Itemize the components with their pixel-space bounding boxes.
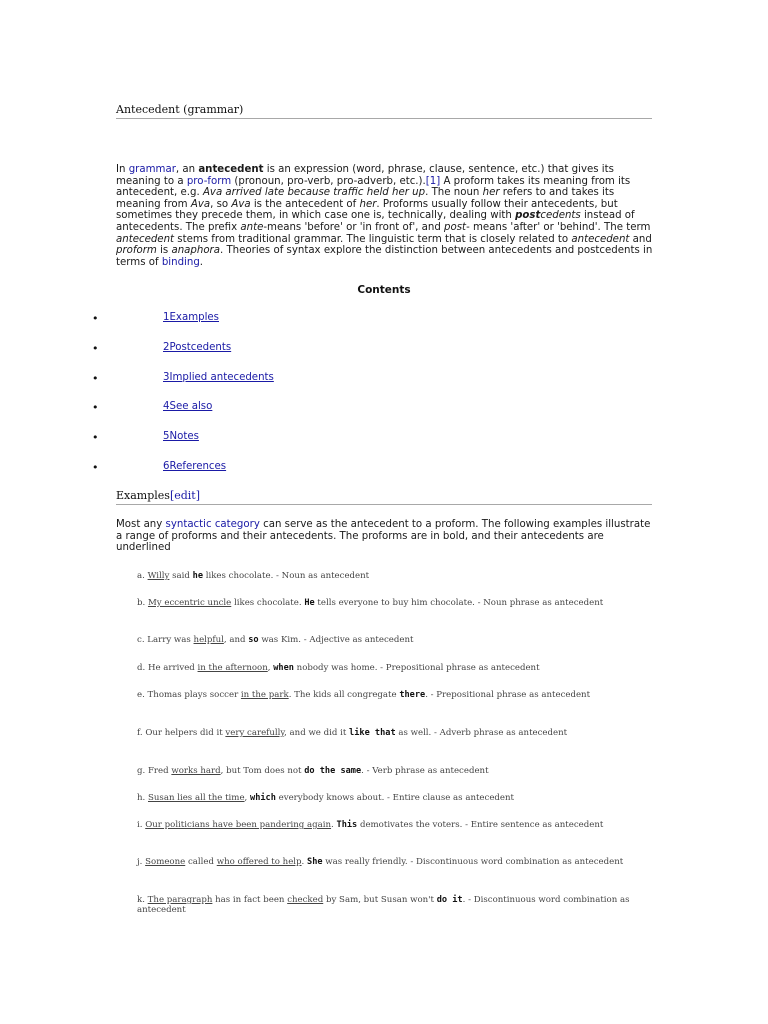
toc-link-postcedents[interactable] <box>163 342 231 353</box>
example-text: , <box>244 793 251 803</box>
antecedent-text: The paragraph <box>147 895 213 905</box>
intro-text: Most any <box>116 519 166 530</box>
toc-number: 1 <box>163 312 170 323</box>
antecedent-text: who offered to help <box>216 857 302 867</box>
intro-text: stems from traditional grammar. The linguistic term that is closely related to <box>174 233 572 245</box>
example-text: as well. - Adverb phrase as antecedent <box>395 728 568 738</box>
example-item <box>137 857 657 867</box>
intro-text: . Proforms usually follow their antecedents, but sometimes they precede them, in which case one is, technically, dealing with <box>116 198 618 222</box>
example-text: e. Thomas plays soccer <box>137 690 241 700</box>
intro-text: refers to and takes its meaning from <box>116 187 615 210</box>
antecedent-term: antecedent <box>198 164 264 175</box>
proform-text: he <box>192 571 203 581</box>
example-text: . - Discontinuous word combination as antecedent <box>137 895 630 916</box>
proform-text: This <box>336 820 358 830</box>
proform-text: there <box>399 690 426 700</box>
example-item <box>137 895 657 916</box>
toc-number: 3 <box>163 372 170 383</box>
example-text: i. <box>137 820 146 830</box>
example-item <box>137 598 657 608</box>
toc-link-implied-antecedents[interactable] <box>163 372 274 383</box>
toc-label: Examples <box>169 312 219 323</box>
example-text: was really friendly. - Discontinuous word combination as antecedent <box>322 857 624 867</box>
italic-word: Ava <box>231 198 251 210</box>
example-text: has in fact been <box>212 895 288 905</box>
example-text: by Sam, but Susan won't <box>323 895 437 905</box>
intro-text: instead of antecedents. The prefix <box>116 210 635 233</box>
italic-word: ante <box>240 221 264 233</box>
toc-link-examples[interactable] <box>163 312 219 323</box>
grammar-link[interactable]: grammar <box>128 164 176 175</box>
proform-text: like that <box>349 728 396 738</box>
toc-item[interactable] <box>0 461 768 475</box>
bullet: • <box>92 312 99 325</box>
example-text: a. <box>137 571 148 581</box>
intro-text: , so <box>210 198 232 210</box>
toc-label: Notes <box>169 431 199 442</box>
intro-text: (pronoun, pro-verb, pro-adverb, etc.). <box>231 175 426 187</box>
intro-text: -means 'before' or 'in front of', and <box>263 221 445 233</box>
example-text: tells everyone to buy him chocolate. - Noun phrase as antecedent <box>314 598 604 608</box>
example-text: . - Prepositional phrase as antecedent <box>425 690 591 700</box>
intro-text: is the antecedent of <box>250 198 360 210</box>
example-item <box>137 690 657 700</box>
example-text: g. Fred <box>137 766 172 776</box>
antecedent-text: checked <box>287 895 324 905</box>
intro-text: is an expression (word, phrase, clause, sentence, etc.) that gives its meaning to a <box>116 164 614 187</box>
intro-text: can serve as the antecedent to a proform. The following examples illustrate a range of proforms and their antecedents. The proforms are in bold, and their antecedents are underlined <box>116 519 651 554</box>
proform-text: do the same <box>304 766 362 776</box>
bullet: • <box>92 461 99 474</box>
example-text: , <box>267 663 274 673</box>
antecedent-text: Willy <box>147 571 170 581</box>
pro-form-link[interactable]: pro-form <box>186 175 232 187</box>
example-text: k. <box>137 895 148 905</box>
intro-text: , an <box>175 164 199 175</box>
bullet: • <box>92 431 99 444</box>
italic-word: Ava <box>190 198 211 210</box>
proform-text: do it <box>436 895 463 905</box>
examples-heading <box>116 489 652 505</box>
italic-word: her <box>482 187 500 199</box>
intro-text: is <box>156 245 172 257</box>
article-title: Antecedent (grammar) <box>116 103 652 119</box>
contents-title: Contents <box>357 284 411 296</box>
example-sentence: Ava arrived late because traffic held her up <box>202 187 426 199</box>
antecedent-text: very carefully <box>225 728 285 738</box>
toc-link-notes[interactable] <box>163 431 199 442</box>
example-item <box>137 728 657 738</box>
example-text: likes chocolate. <box>231 598 305 608</box>
intro-paragraph <box>116 164 656 268</box>
intro-text: A proform takes its meaning from its antecedent, e.g. <box>116 175 631 199</box>
antecedent-text: works hard <box>171 766 221 776</box>
italic-word: post <box>444 221 467 233</box>
example-text: j. <box>137 857 146 867</box>
example-item <box>137 766 657 776</box>
example-text: d. He arrived <box>137 663 198 673</box>
antecedent-text: My eccentric uncle <box>147 598 232 608</box>
bullet: • <box>92 372 99 385</box>
antecedent-text: Susan lies all the time <box>148 793 245 803</box>
intro-text: . <box>199 256 204 268</box>
proform-text: He <box>304 598 315 608</box>
cedents-term: cedents <box>540 210 581 222</box>
example-text: b. <box>137 598 148 608</box>
toc-link-references[interactable] <box>163 461 226 472</box>
bullet: • <box>92 342 99 355</box>
italic-word: her <box>359 198 377 210</box>
proform-text: when <box>273 663 294 673</box>
example-text: f. Our helpers did it <box>137 728 226 738</box>
italic-word: antecedent <box>571 233 630 245</box>
example-text: everybody knows about. - Entire clause as antecedent <box>275 793 514 803</box>
example-text: . <box>331 820 337 830</box>
intro-text: In <box>116 164 129 175</box>
toc-number: 6 <box>163 461 170 472</box>
example-text: called <box>185 857 217 867</box>
toc-label: Postcedents <box>169 342 232 353</box>
proform-text: which <box>250 793 276 803</box>
toc-number: 5 <box>163 431 170 442</box>
edit-link[interactable]: [edit] <box>169 489 201 502</box>
example-text: demotivates the voters. - Entire sentence as antecedent <box>357 820 604 830</box>
example-item <box>137 663 657 673</box>
example-text: said <box>169 571 193 581</box>
reference-1-link[interactable]: [1] <box>425 175 441 187</box>
italic-word: anaphora <box>171 245 220 257</box>
example-text: , but Tom does not <box>220 766 305 776</box>
toc-item[interactable] <box>0 401 768 415</box>
example-item <box>137 571 657 581</box>
section-title: Examples <box>116 489 170 502</box>
binding-link[interactable]: binding <box>161 256 200 268</box>
antecedent-text: Someone <box>145 857 186 867</box>
toc-item[interactable] <box>0 312 768 326</box>
italic-word: proform <box>116 245 157 257</box>
syntactic-category-link[interactable]: syntactic category <box>165 519 260 530</box>
example-text: likes chocolate. - Noun as antecedent <box>203 571 370 581</box>
post-term: post <box>515 210 541 222</box>
example-text: . The kids all congregate <box>288 690 400 700</box>
bullet: • <box>92 401 99 414</box>
example-text: , and we did it <box>284 728 350 738</box>
example-text: , and <box>223 635 249 645</box>
example-item <box>137 793 657 803</box>
proform-text: She <box>307 857 323 867</box>
toc-label: Implied antecedents <box>169 372 274 383</box>
example-text: h. <box>137 793 148 803</box>
intro-text: . The noun <box>425 187 483 199</box>
example-item <box>137 820 657 830</box>
antecedent-text: Our politicians have been pandering again <box>145 820 332 830</box>
toc-link-see-also[interactable] <box>163 401 212 412</box>
antecedent-text: in the afternoon <box>197 663 268 673</box>
italic-word: antecedent <box>116 233 175 245</box>
intro-text: - means 'after' or 'behind'. The term <box>466 221 651 233</box>
toc-number: 2 <box>163 342 170 353</box>
toc-item[interactable] <box>0 372 768 386</box>
example-text: c. Larry was <box>137 635 194 645</box>
example-text: . - Verb phrase as antecedent <box>361 766 489 776</box>
example-text: was Kim. - Adjective as antecedent <box>258 635 414 645</box>
toc-label: References <box>169 461 227 472</box>
example-text: . <box>301 857 308 867</box>
intro-text: and <box>629 233 652 245</box>
toc-label: See also <box>169 401 213 412</box>
toc-item[interactable] <box>0 431 768 445</box>
toc-item[interactable] <box>0 342 768 356</box>
examples-intro <box>116 519 656 554</box>
example-text: nobody was home. - Prepositional phrase as antecedent <box>293 663 540 673</box>
toc-number: 4 <box>163 401 170 412</box>
intro-text: . Theories of syntax explore the distinction between antecedents and postcedents in terms of <box>116 245 653 268</box>
antecedent-text: helpful <box>193 635 224 645</box>
example-item <box>137 635 657 645</box>
proform-text: so <box>248 635 259 645</box>
antecedent-text: in the park <box>240 690 289 700</box>
